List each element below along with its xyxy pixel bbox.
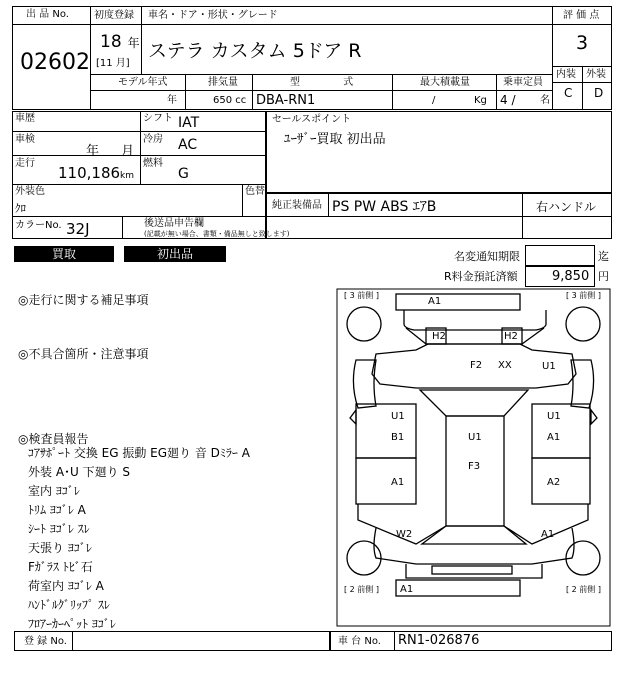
damage-mark: F2 — [470, 360, 483, 371]
postal-label: 後送品申告欄 — [144, 218, 204, 229]
exterior-grade: D — [594, 86, 604, 100]
body-color-label: 外装色 — [15, 186, 45, 197]
diagram-corner-rear-right: [ 2 前側 ] — [566, 585, 601, 594]
damage-mark: F3 — [468, 461, 481, 472]
tag-buyback: 買取 — [14, 246, 114, 262]
driving-notes-label: ◎走行に関する補足事項 — [18, 293, 149, 307]
aircon-value: AC — [178, 137, 198, 153]
displacement-label: 排気量 — [208, 77, 238, 88]
displacement-value: 650 cc — [213, 95, 247, 106]
capacity-unit: 名 — [540, 95, 550, 106]
damage-mark: XX — [498, 360, 512, 371]
max-load-label: 最大積載量 — [420, 77, 470, 88]
inspection-label: 車検 — [15, 134, 35, 145]
report-line: ﾌﾛｱｰｶｰﾍﾟｯﾄ ﾖｺﾞﾚ — [28, 617, 116, 631]
equipment-value: PS PW ABS ｴｱB — [332, 199, 437, 215]
tag-first-listing: 初出品 — [124, 246, 226, 262]
max-load-unit: Kg — [474, 95, 487, 106]
report-line: Fｶﾞﾗｽ ﾄﾋﾞ石 — [28, 560, 93, 574]
inspection-value: 年 月 — [86, 144, 135, 159]
sales-point-label: セールスポイント — [272, 114, 352, 125]
inspector-label: ◎検査員報告 — [18, 432, 89, 446]
report-line: ﾊﾝﾄﾞﾙｸﾞﾘｯﾌﾟ ｽﾚ — [28, 598, 110, 612]
score-value: 3 — [576, 32, 589, 54]
report-line: ﾄﾘﾑ ﾖｺﾞﾚ A — [28, 503, 86, 517]
damage-mark: U1 — [542, 361, 556, 372]
chassis-label: 車 台 No. — [338, 636, 381, 647]
color-no-value: 32J — [66, 220, 90, 238]
shift-value: IAT — [178, 115, 200, 131]
diagram-corner-rear-left: [ 2 前側 ] — [344, 585, 379, 594]
recycle-label: R料金預託済額 — [444, 270, 518, 283]
model-year-unit: 年 — [167, 95, 177, 106]
damage-mark: U1 — [547, 411, 561, 422]
body-color-value: ｸﾛ — [15, 202, 26, 215]
handle-value: 右ハンドル — [536, 200, 597, 214]
equipment-label: 純正装備品 — [272, 200, 322, 211]
damage-mark: U1 — [391, 411, 405, 422]
report-line: ｺｱｻﾎﾟｰﾄ 交換 EG 振動 EG廻り 音 Dﾐﾗｰ A — [28, 446, 250, 460]
exterior-label: 外装 — [586, 69, 606, 80]
car-name-label: 車名・ドア・形状・グレード — [148, 10, 278, 21]
mileage-label: 走行 — [15, 158, 35, 169]
chassis-value: RN1-026876 — [398, 633, 480, 648]
damage-mark: W2 — [396, 529, 413, 540]
reg-no-label: 登 録 No. — [24, 636, 67, 647]
sales-point-value: ﾕｰｻﾞｰ買取 初出品 — [284, 132, 386, 147]
lot-number: 02602 — [20, 50, 90, 75]
report-line: 天張り ﾖｺﾞﾚ — [28, 541, 92, 555]
damage-mark: B1 — [391, 432, 405, 443]
model-year-label: モデル年式 — [118, 77, 168, 88]
model-label: 型 式 — [290, 77, 354, 88]
interior-label: 内装 — [556, 69, 576, 80]
reg-year: 18 年 — [100, 32, 140, 52]
score-label: 評 価 点 — [563, 10, 600, 21]
report-line: 荷室内 ﾖｺﾞﾚ A — [28, 579, 104, 593]
damage-mark: U1 — [468, 432, 482, 443]
title-change-box — [525, 245, 595, 266]
capacity-label: 乗車定員 — [503, 77, 543, 88]
damage-mark: A1 — [547, 432, 561, 443]
color-change-label: 色替 — [245, 186, 265, 197]
damage-mark: A1 — [541, 529, 555, 540]
first-reg-label: 初度登録 — [94, 10, 134, 21]
report-line: ｼｰﾄ ﾖｺﾞﾚ ｽﾚ — [28, 522, 90, 536]
damage-mark: A2 — [547, 477, 561, 488]
report-line: 外装 A･U 下廻り S — [28, 465, 131, 479]
reg-month: [11 月] — [96, 58, 130, 69]
damage-mark: A1 — [391, 477, 405, 488]
history-label: 車歴 — [15, 113, 35, 124]
postal-note: (記載が無い場合、書類・備品無しと致します) — [144, 230, 290, 238]
damage-mark: A1 — [400, 584, 414, 595]
title-change-unit: 迄 — [598, 250, 609, 263]
capacity-value: 4 / — [500, 93, 516, 107]
model-value: DBA-RN1 — [256, 93, 316, 108]
shift-label: シフト — [143, 113, 173, 124]
aircon-label: 冷房 — [143, 134, 163, 145]
report-line: 室内 ﾖｺﾞﾚ — [28, 484, 80, 498]
lot-label: 出 品 No. — [26, 9, 69, 20]
max-load-value: / — [432, 95, 436, 106]
defects-label: ◎不具合箇所・注意事項 — [18, 347, 149, 361]
damage-mark: H2 — [504, 331, 518, 342]
fuel-value: G — [178, 166, 189, 182]
damage-mark: A1 — [428, 296, 442, 307]
color-no-label: カラーNo. — [15, 220, 62, 231]
interior-grade: C — [564, 86, 573, 100]
car-name: ステラ カスタム 5ドア R — [148, 40, 362, 62]
car-damage-diagram — [336, 288, 611, 628]
mileage-value: 110,186km — [58, 164, 135, 182]
recycle-value: 9,850 — [552, 269, 590, 284]
diagram-corner-front-right: [ 3 前側 ] — [566, 291, 601, 300]
diagram-corner-front-left: [ 3 前側 ] — [344, 291, 379, 300]
damage-mark: H2 — [432, 331, 446, 342]
recycle-unit: 円 — [598, 270, 609, 283]
title-change-label: 名変通知期限 — [454, 250, 520, 263]
fuel-label: 燃料 — [143, 158, 163, 169]
